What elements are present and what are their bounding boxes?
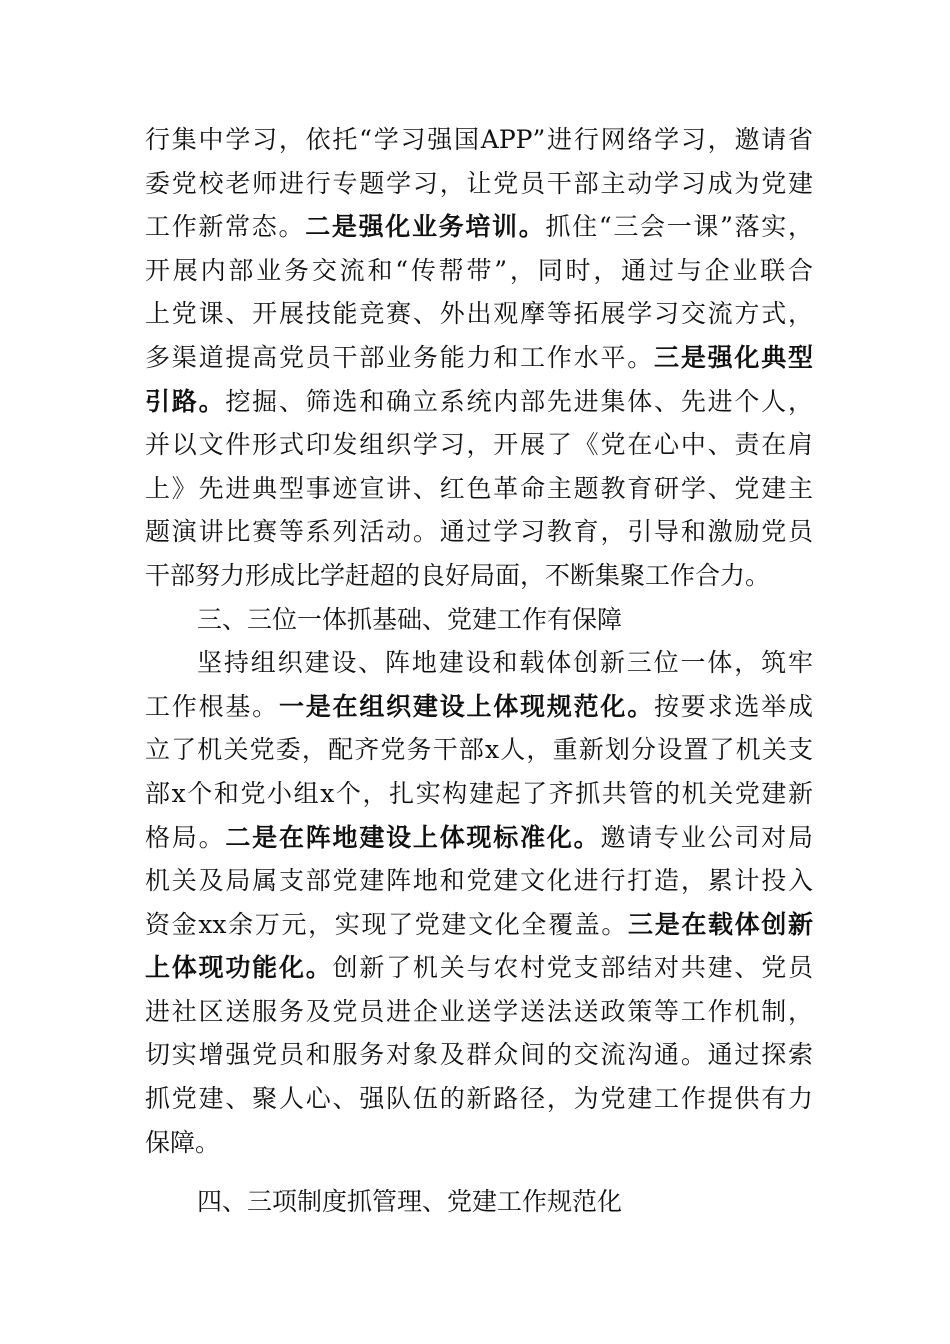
bold-point-two: 二是强化业务培训。 (305, 212, 546, 242)
bold-point-three: 三是在载体创新 (628, 909, 813, 939)
spacer (145, 1164, 813, 1180)
paragraph-foundation (145, 641, 813, 1164)
text-line: 多渠道提高党员干部业务能力和工作水平。三是强化典型 (145, 342, 813, 372)
text-line: 部x个和党小组x个，扎实构建起了齐抓共管的机关党建新 (145, 778, 813, 808)
text-line: 题演讲比赛等系列活动。通过学习教育，引导和激励党员 (145, 517, 813, 547)
text-line: 工作新常态。二是强化业务培训。抓住“三会一课”落实， (145, 212, 813, 242)
text-line: 干部努力形成比学赶超的良好局面，不断集聚工作合力。 (145, 560, 771, 590)
text-line: 上体现功能化。创新了机关与农村党支部结对共建、党员 (145, 953, 813, 983)
text-line: 委党校老师进行专题学习，让党员干部主动学习成为党建 (145, 168, 813, 198)
bold-point-two: 二是在阵地建设上体现标准化。 (225, 822, 601, 852)
text-line: 进社区送服务及党员进企业送学送法送政策等工作机制， (145, 996, 813, 1026)
text-line: 机关及局属支部党建阵地和党建文化进行打造，累计投入 (145, 866, 813, 896)
text-line: 引路。挖掘、筛选和确立系统内部先进集体、先进个人， (145, 386, 813, 416)
text-line: 保障。 (145, 1127, 221, 1157)
text-line: 格局。二是在阵地建设上体现标准化。邀请专业公司对局 (145, 822, 813, 852)
document-body (145, 118, 813, 1224)
text-line: 行集中学习，依托“学习强国APP”进行网络学习，邀请省 (145, 125, 813, 154)
paragraph-study (145, 118, 813, 598)
bold-point-three-cont: 上体现功能化。 (145, 953, 333, 983)
text-line: 立了机关党委，配齐党务干部x人，重新划分设置了机关支 (145, 735, 813, 765)
text-line: 资金xx余万元，实现了党建文化全覆盖。三是在载体创新 (145, 909, 813, 939)
text-line: 抓党建、聚人心、强队伍的新路径，为党建工作提供有力 (145, 1084, 813, 1114)
text-line: 上》先进典型事迹宣讲、红色革命主题教育研学、党建主 (145, 473, 813, 503)
bold-point-three-cont: 引路。 (145, 386, 226, 416)
text-line: 工作根基。一是在组织建设上体现规范化。按要求选举成 (145, 691, 813, 721)
bold-point-three: 三是强化典型 (654, 342, 813, 372)
text-line: 开展内部业务交流和“传帮带”，同时，通过与企业联合 (145, 255, 813, 285)
text-line: 并以文件形式印发组织学习，开展了《党在心中、责在肩 (145, 430, 813, 460)
section-heading-4: 四、三项制度抓管理、党建工作规范化 (197, 1187, 623, 1217)
text-line: 坚持组织建设、阵地建设和载体创新三位一体，筑牢 (197, 648, 813, 678)
text-line: 上党课、开展技能竞赛、外出观摩等拓展学习交流方式， (145, 299, 813, 329)
section-heading-3: 三、三位一体抓基础、党建工作有保障 (197, 604, 623, 634)
text-line: 切实增强党员和服务对象及群众间的交流沟通。通过探索 (145, 1040, 813, 1070)
bold-point-one: 一是在组织建设上体现规范化。 (278, 691, 655, 721)
